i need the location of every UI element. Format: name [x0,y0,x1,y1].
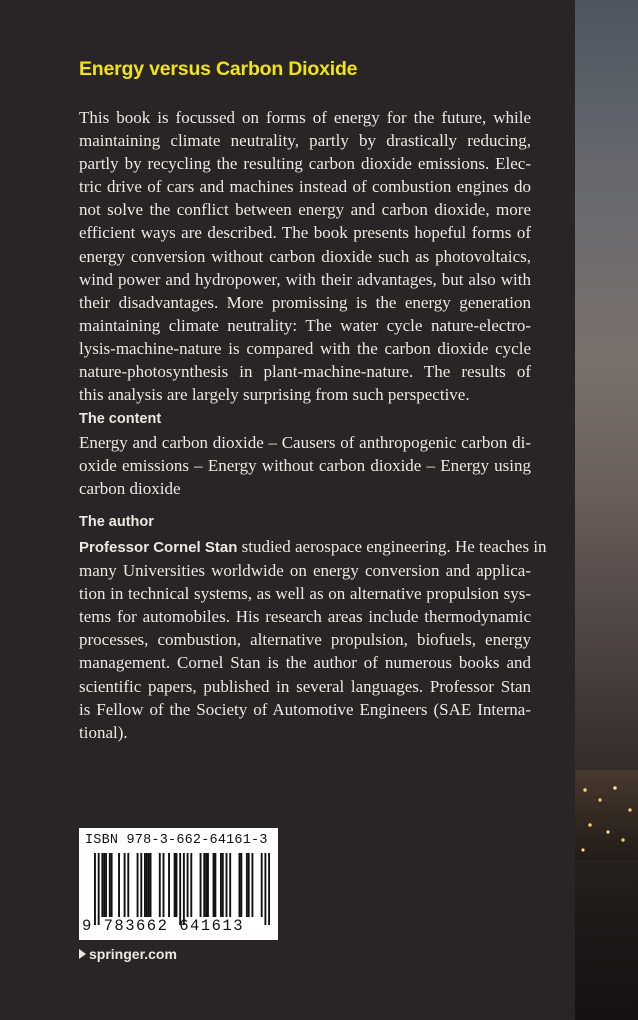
description-line: maintaining climate neutrality, partly by drastically reducing, [79,131,531,151]
barcode-bar [207,853,209,917]
barcode-bar [190,853,192,917]
content-paragraph [79,431,531,500]
author-line: tion in technical systems, as well as on alternative propulsion sys- [79,584,531,604]
author-line: management. Cornel Stan is the author of numerous books and [79,653,531,673]
barcode-bar [248,853,250,917]
barcode-bar [214,853,216,917]
description-line: this analysis are largely surprising from such perspective. [79,385,470,405]
barcode-bar [239,853,241,917]
author-line-text: studied aerospace engineering. He teaches in [237,537,547,556]
barcode-bar [200,853,202,917]
city-lights [575,770,638,860]
book-title: Energy versus Carbon Dioxide [79,58,358,80]
barcode-bar [268,853,270,925]
author-line: tional). [79,722,128,742]
barcode-bar [150,853,152,917]
isbn-text: ISBN 978-3-662-64161-3 [85,833,268,848]
description-line: lysis-machine-nature is compared with the carbon dioxide cycle [79,338,531,358]
barcode-bars [94,853,270,925]
author-line: tems for automobiles. His research areas include thermodynamic [79,607,531,627]
barcode-bar [179,853,181,925]
barcode-bar [103,853,105,917]
description-line: partly by recycling the resulting carbon dioxide emissions. Elec- [79,154,531,174]
publisher-link[interactable] [79,946,177,962]
content-heading: The content [79,411,162,427]
isbn-barcode [79,828,278,940]
content-line: oxide emissions – Energy without carbon dioxide – Energy using [79,456,531,476]
barcode-bar [118,853,120,917]
barcode-bar [229,853,231,917]
ean-digits: 9 783662 641613 [82,917,245,935]
barcode-bar [261,853,263,917]
author-line: scientific papers, published in several languages. Professor Stan [79,676,531,696]
barcode-bar [127,853,129,917]
author-name: Professor Cornel Stan [79,539,238,556]
publisher-website: springer.com [89,946,177,962]
description-line: This book is focussed on forms of energy for the future, while [79,108,531,127]
description-line: efficient ways are described. The book presents hopeful forms of [79,223,531,243]
author-paragraph [79,535,547,744]
author-line: is Fellow of the Society of Automotive Engineers (SAE Interna- [79,699,531,719]
barcode-bar [183,853,185,925]
barcode-bar [264,853,266,925]
content-line: carbon dioxide [79,479,181,499]
description-line: not solve the conflict between energy and carbon dioxide, more [79,200,531,220]
barcode-bar [226,853,228,917]
barcode-bar [176,853,178,917]
barcode-bar [124,853,126,917]
barcode-bar [222,853,224,917]
description-line: wind power and hydropower, with their advantages, but also with [79,269,531,289]
barcode-bar [98,853,100,925]
city-night-photo-strip [575,0,638,1020]
description-line: nature-photosynthesis in plant-machine-nature. The results of [79,362,531,382]
barcode-bar [213,853,215,917]
barcode-bar [140,853,142,917]
barcode-bar [174,853,176,917]
barcode-bar [220,853,222,917]
barcode-bar [137,853,139,917]
description-line: maintaining climate neutrality: The water cycle nature-electro- [79,315,531,335]
barcode-bar [187,853,189,917]
arrow-icon [79,949,86,959]
barcode-bar [109,853,111,917]
author-line [79,535,547,559]
barcode-bar [144,853,146,917]
barcode-bar [105,853,107,917]
barcode-bar [111,853,113,917]
barcode-bar [163,853,165,917]
description-line: their disadvantages. More promissing is the energy generation [79,292,531,312]
barcode-bar [203,853,205,917]
description-paragraph [79,106,531,406]
description-line: energy conversion without carbon dioxide such as photovoltaics, [79,246,531,266]
description-line: tric drive of cars and machines instead of combustion engines do [79,177,531,197]
barcode-bar [168,853,170,917]
author-line: processes, combustion, alternative propulsion, biofuels, energy [79,630,531,650]
barcode-bar [146,853,148,917]
barcode-bar [251,853,253,917]
author-line: many Universities worldwide on energy conversion and applica- [79,561,531,581]
barcode-bar [94,853,96,925]
barcode-bar [205,853,207,917]
barcode-bar [159,853,161,917]
barcode-bar [246,853,248,917]
author-heading: The author [79,514,154,530]
barcode-bar [240,853,242,917]
barcode-bar [148,853,150,917]
barcode-bar [101,853,103,917]
content-line: Energy and carbon dioxide – Causers of anthropogenic carbon di- [79,433,531,452]
